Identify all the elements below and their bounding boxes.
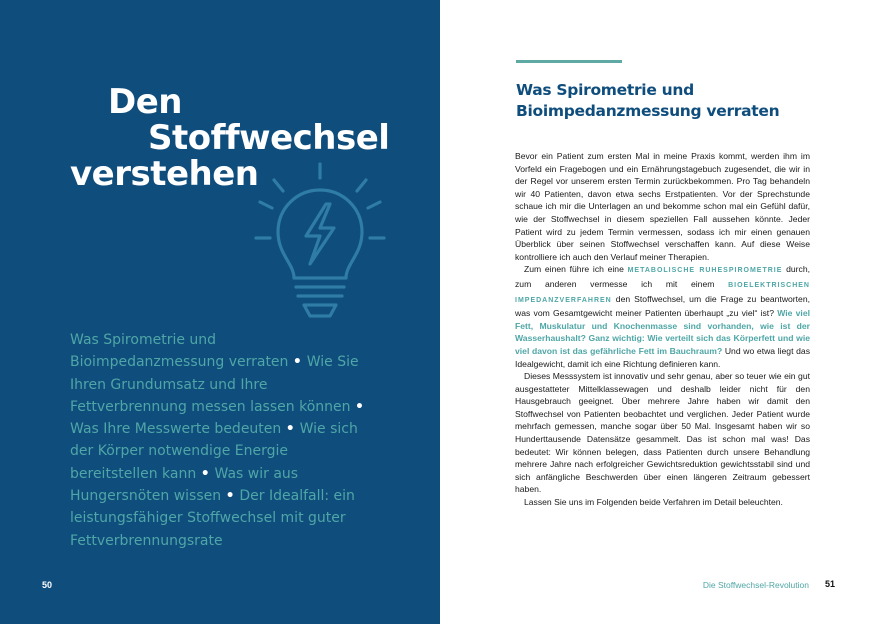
chapter-title-line-2: Stoffwechsel: [148, 118, 390, 158]
body-text: [515, 150, 810, 509]
section-heading: [516, 80, 846, 122]
paragraph-1: Bevor ein Patient zum ersten Mal in meine Praxis kommt, werden ihm im Vorfeld ein Fragebogen und ein Ernährungstagebuch zugesendet, die wir in der Regel vor unserem ersten Termin zurückbekommen. Pro Tag behandeln wir 40 Patienten, davon etwa sechs Erstpatienten. Vor der Sprechstunde schaue ich mir die Unterlagen an und bekomme schon mal ein Gefühl dafür, wie der Stoffwechsel in diesem speziellen Fall aussehen könnte. Jeder Patient wird zu jedem Termin vermessen, sodass ich mir einen genauen Überblick über seinen Stoffwechsel verschaffen kann. Auf diese Weise kontrolliere ich auch den Verlauf meiner Therapien.: [515, 151, 810, 262]
running-footer-title: Die Stoffwechsel-Revolution: [702, 580, 809, 590]
teaser-item: Der Idealfall: ein leistungsfähiger Stoffwechsel mit guter Fettverbrennungsrate: [70, 488, 355, 549]
page-number-right: 51: [824, 579, 835, 589]
paragraph-2-text: den Stoffwechsel, um die Frage zu beantworten, was vom Gesamtgewicht meiner Patienten überhaupt „zu viel“ ist?: [515, 293, 810, 319]
page-number-left: 50: [42, 580, 53, 590]
chapter-title-line-1: Den: [108, 82, 182, 122]
paragraph-4: Lassen Sie uns im Folgenden beide Verfahren im Detail beleuchten.: [524, 497, 783, 508]
teaser-item: Was Spirometrie und Bioimpedanzmessung verraten: [70, 332, 289, 371]
term-spirometry: METABOLISCHE RUHESPIROMETRIE: [627, 267, 783, 275]
section-heading-line-2: Bioimpedanzmessung verraten: [516, 102, 780, 120]
section-heading-line-1: Was Spirometrie und: [516, 81, 694, 99]
bullet: •: [292, 354, 307, 371]
bullet: •: [354, 398, 364, 415]
teaser-item: Wie sich der Körper notwendige Energie bereitstellen kann: [70, 421, 358, 482]
chapter-title-line-3: verstehen: [70, 154, 259, 194]
accent-rule: [516, 60, 622, 63]
bullet: •: [225, 488, 240, 505]
paragraph-3: Dieses Messsystem ist innovativ und sehr genau, aber so teuer wie ein gut ausgestatteter Mittelklassewagen und deshalb leider nicht für den Hausgebrauch geeignet. Über mehrere Jahre haben wir damit den Stoffwechsel von Patienten beobachtet und verglichen. Jeder Patient wurde mehrfach gemessen, manche sogar über 50 Mal. Insgesamt haben wir so Hunderttausende Datensätze gesammelt. Das ist schon mal was! Das bedeutet: Wir können belegen, dass Patienten durch unsere Behandlung mehrere Jahre nach erfolgreicher Gewichtsreduktion gewichtsstabil sind und sich anfängliche Beschwerden über einen längeren Zeitraum gebessert haben.: [515, 371, 810, 495]
paragraph-2-text: Zum einen führe ich eine: [524, 264, 628, 275]
teaser-item: Was wir aus Hungersnöten wissen: [70, 465, 299, 505]
bullet: •: [200, 465, 215, 482]
highlight-questions: Wie viel Fett, Muskulatur und Knochenmasse sind vorhanden, wie ist der Wasserhaushalt? Ganz wichtig: Wie verteilt sich das Körperfett und wie viel davon ist das gefährliche Fett im Bauchraum?: [515, 308, 810, 356]
teaser-item: Was Ihre Messwerte bedeuten: [70, 421, 282, 438]
term-impedance: BIOELEKTRISCHEN IMPEDANZVERFAHREN: [515, 281, 810, 304]
teaser-item: Wie Sie Ihren Grundumsatz und Ihre Fettverbrennung messen lassen können: [70, 354, 359, 415]
lightbulb-lightning-icon: [250, 160, 390, 330]
paragraph-2-text: durch, zum anderen vermesse ich mit einem: [515, 264, 810, 289]
paragraph-2-text: Und wo etwa liegt das Idealgewicht, damit ich eine Richtung definieren kann.: [515, 345, 810, 369]
paragraph-2: [515, 263, 810, 370]
bullet: •: [285, 421, 300, 438]
chapter-teaser: [70, 329, 370, 552]
